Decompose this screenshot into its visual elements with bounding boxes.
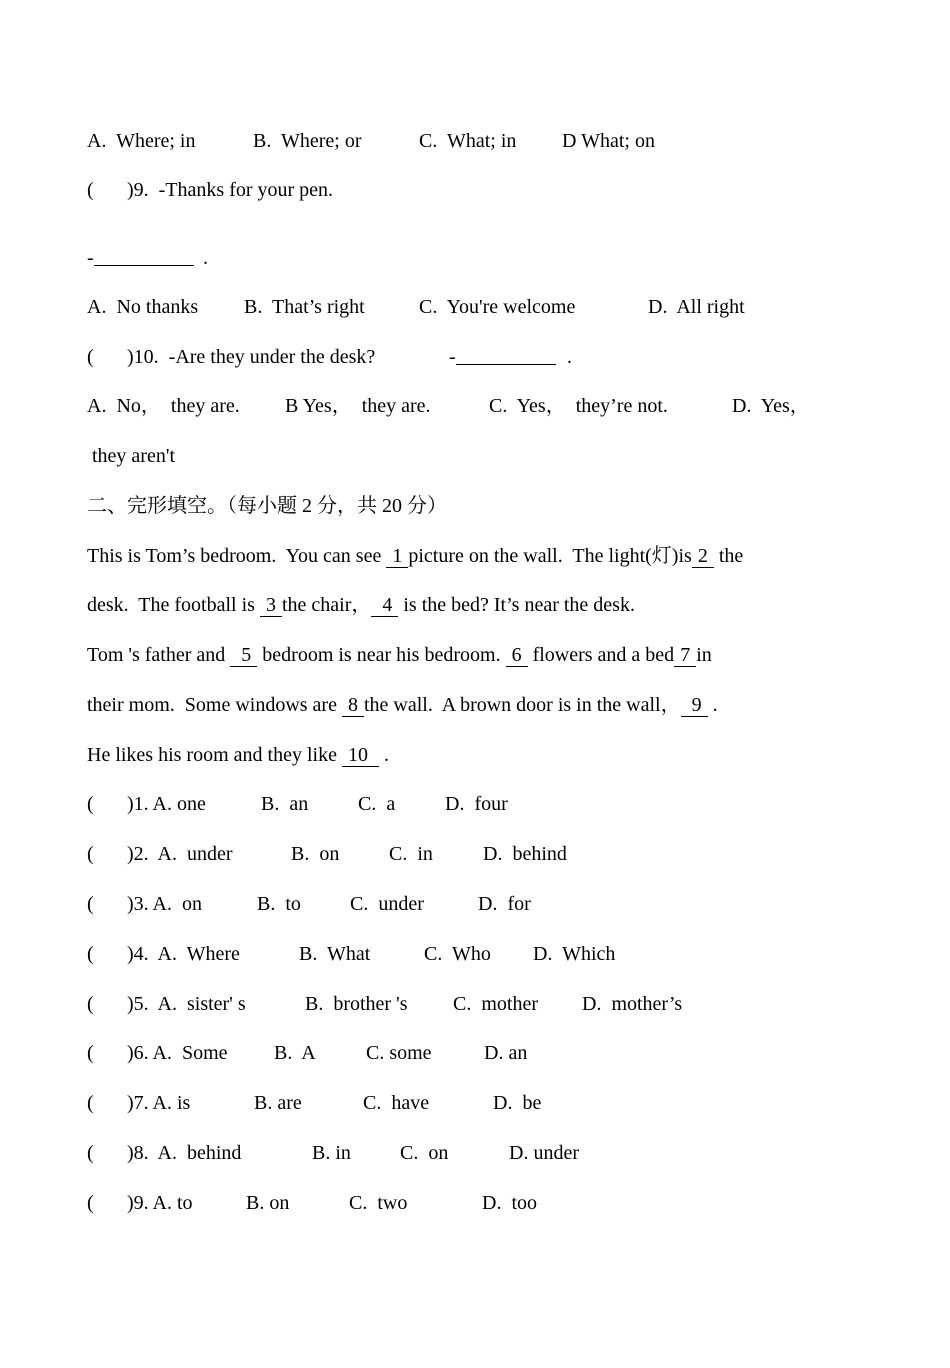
passage-text: This is Tom’s bedroom. You can see: [87, 545, 387, 567]
q9-answer-blank[interactable]: [94, 243, 194, 275]
option-b: B. brother 's: [305, 993, 408, 1015]
answer-paren[interactable]: (: [87, 1192, 94, 1214]
question-stem: )4. A. Where: [127, 943, 240, 965]
option-b: B. an: [261, 793, 309, 815]
q10-answer-suffix: .: [567, 346, 572, 368]
option-c: C. under: [350, 893, 424, 915]
passage-text: desk. The football is: [87, 594, 260, 616]
passage-text: is the bed? It’s near the desk.: [398, 594, 635, 616]
cloze-question-6: [87, 1038, 528, 1068]
passage-text: picture on the wall. The light(灯)is: [408, 545, 692, 567]
option-b: B. on: [291, 843, 340, 865]
blank-1[interactable]: 1: [387, 545, 408, 567]
passage-text: their mom. Some windows are: [87, 694, 342, 716]
option-d: D. mother’s: [582, 993, 683, 1015]
q9-stem-row: [87, 175, 334, 205]
cloze-question-4: [87, 939, 616, 969]
option-b: B. A: [274, 1042, 316, 1064]
q10-answer-blank[interactable]: [456, 342, 556, 374]
answer-paren[interactable]: (: [87, 843, 94, 865]
passage-text: He likes his room and they like: [87, 744, 342, 766]
answer-paren[interactable]: (: [87, 793, 94, 815]
option-d: D. too: [482, 1192, 537, 1214]
q8-option-b: B. Where; or: [253, 130, 362, 152]
answer-paren[interactable]: (: [87, 1042, 94, 1064]
option-b: B. in: [312, 1142, 351, 1164]
option-d: D. four: [445, 793, 508, 815]
question-stem: )9. A. to: [127, 1192, 193, 1214]
q9-stem: )9. -Thanks for your pen.: [127, 179, 334, 201]
answer-paren[interactable]: (: [87, 993, 94, 1015]
q10-option-c: C. Yes， they’re not.: [489, 395, 668, 417]
option-c: C. a: [358, 793, 396, 815]
q10-option-a: A. No， they are.: [87, 395, 240, 417]
option-b: B. are: [254, 1092, 302, 1114]
q9-paren: (: [87, 179, 94, 201]
passage-text: the chair，: [281, 594, 372, 616]
option-b: B. to: [257, 893, 301, 915]
q10-option-d-continued: they aren't: [92, 445, 176, 467]
passage-text: Tom 's father and: [87, 644, 231, 666]
question-stem: )3. A. on: [127, 893, 202, 915]
answer-paren[interactable]: (: [87, 1142, 94, 1164]
q8-option-a: A. Where; in: [87, 130, 196, 152]
question-stem: )2. A. under: [127, 843, 233, 865]
option-d: D. under: [509, 1142, 579, 1164]
q8-options-row: [87, 126, 655, 156]
option-c: C. mother: [453, 993, 538, 1015]
passage-text: .: [707, 694, 718, 716]
q10-option-b: B Yes， they are.: [285, 395, 431, 417]
option-c: C. some: [366, 1042, 432, 1064]
option-d: D. be: [493, 1092, 542, 1114]
option-d: D. an: [484, 1042, 528, 1064]
option-d: D. Which: [533, 943, 616, 965]
passage-line-5: [87, 740, 389, 770]
q9-option-a: A. No thanks: [87, 296, 199, 318]
q8-option-d: D What; on: [562, 130, 655, 152]
blank-5[interactable]: 5: [231, 644, 257, 666]
option-d: D. behind: [483, 843, 567, 865]
q9-answer-prefix: -: [87, 247, 94, 269]
q9-answer-suffix: .: [203, 247, 208, 269]
question-stem: )8. A. behind: [127, 1142, 242, 1164]
q10-option-d: D. Yes，: [732, 395, 810, 417]
option-c: C. have: [363, 1092, 430, 1114]
passage-text: the wall. A brown door is in the wall，: [363, 694, 681, 716]
passage-text: the: [713, 545, 744, 567]
blank-10[interactable]: 10: [342, 744, 378, 766]
blank-3[interactable]: 3: [260, 594, 281, 616]
q8-option-c: C. What; in: [419, 130, 517, 152]
option-c: C. two: [349, 1192, 408, 1214]
option-c: C. in: [389, 843, 433, 865]
option-c: C. Who: [424, 943, 491, 965]
question-stem: )7. A. is: [127, 1092, 191, 1114]
answer-paren[interactable]: (: [87, 1092, 94, 1114]
q10-answer-prefix: -: [449, 346, 456, 368]
q10-stem-row: [87, 342, 572, 372]
q10-paren: (: [87, 346, 94, 368]
blank-2[interactable]: 2: [692, 545, 713, 567]
q10-stem: )10. -Are they under the desk?: [127, 346, 376, 368]
cloze-question-9: [87, 1188, 537, 1218]
question-stem: )1. A. one: [127, 793, 206, 815]
section-2-title: 二、完形填空。（每小题 2 分，共 20 分）: [87, 495, 447, 517]
blank-8[interactable]: 8: [342, 694, 363, 716]
cloze-question-2: [87, 839, 567, 869]
q9-option-b: B. That’s right: [244, 296, 365, 318]
cloze-question-8: [87, 1138, 579, 1168]
q9-option-d: D. All right: [648, 296, 745, 318]
answer-paren[interactable]: (: [87, 893, 94, 915]
q9-answer-row: [87, 243, 208, 273]
cloze-question-3: [87, 889, 531, 919]
option-b: B. What: [299, 943, 371, 965]
passage-line-2: [87, 590, 635, 620]
blank-9[interactable]: 9: [681, 694, 707, 716]
blank-4[interactable]: 4: [372, 594, 398, 616]
question-stem: )6. A. Some: [127, 1042, 228, 1064]
cloze-question-1: [87, 789, 508, 819]
blank-7[interactable]: 7: [675, 644, 696, 666]
answer-paren[interactable]: (: [87, 943, 94, 965]
question-stem: )5. A. sister' s: [127, 993, 246, 1015]
q9-options-row: [87, 292, 745, 322]
passage-line-4: [87, 690, 718, 720]
blank-6[interactable]: 6: [506, 644, 527, 666]
option-b: B. on: [246, 1192, 290, 1214]
option-c: C. on: [400, 1142, 449, 1164]
option-d: D. for: [478, 893, 531, 915]
cloze-question-5: [87, 989, 683, 1019]
passage-text: bedroom is near his bedroom.: [257, 644, 506, 666]
cloze-question-7: [87, 1088, 542, 1118]
passage-line-1: [87, 541, 743, 571]
passage-text: in: [696, 644, 712, 666]
passage-text: .: [378, 744, 389, 766]
q10-options-row: [87, 391, 810, 421]
passage-text: flowers and a bed: [527, 644, 675, 666]
passage-line-3: [87, 640, 712, 670]
q9-option-c: C. You're welcome: [419, 296, 576, 318]
